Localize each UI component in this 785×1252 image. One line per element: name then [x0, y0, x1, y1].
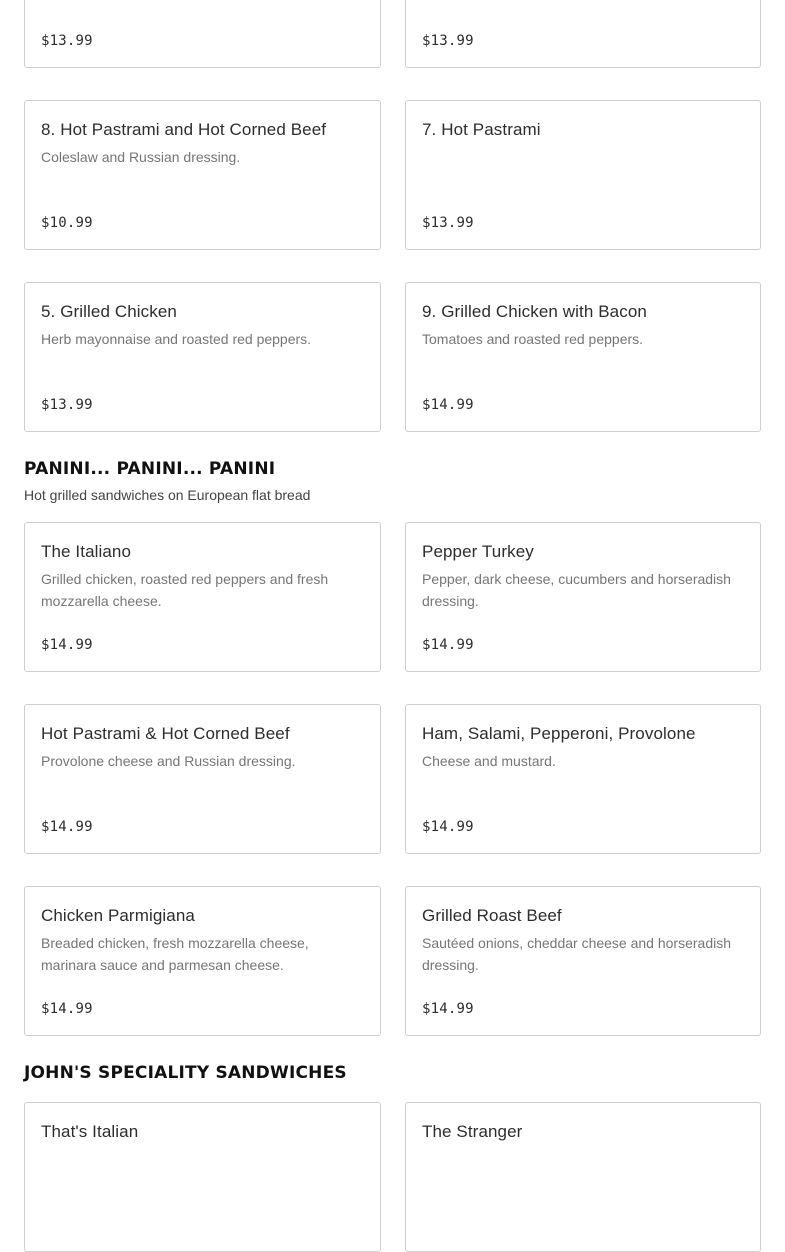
menu-grid-specialty [24, 1102, 761, 1252]
item-name: Grilled Roast Beef [422, 906, 562, 925]
section-subtitle: Hot grilled sandwiches on European flat bread [24, 487, 311, 503]
item-price: $13.99 [422, 33, 474, 49]
item-name: Chicken Parmigiana [41, 906, 195, 925]
item-price: $10.99 [41, 215, 93, 231]
menu-grid-row [24, 100, 761, 250]
menu-item-card[interactable] [405, 282, 761, 432]
item-description: Herb mayonnaise and roasted red peppers. [41, 331, 312, 347]
item-name: Hot Pastrami & Hot Corned Beef [41, 724, 290, 743]
item-description: Cheese and mustard. [422, 753, 556, 769]
item-description: Provolone cheese and Russian dressing. [41, 753, 296, 769]
item-price: $14.99 [41, 1001, 93, 1017]
item-description: Tomatoes and roasted red peppers. [422, 331, 644, 347]
menu-item-card[interactable] [405, 886, 761, 1036]
item-price: $14.99 [422, 637, 474, 653]
menu-item-card[interactable] [405, 522, 761, 672]
menu-grid-row [24, 282, 761, 432]
item-name: Pepper Turkey [422, 542, 534, 561]
item-description: Coleslaw and Russian dressing. [41, 149, 241, 165]
menu-item-card[interactable] [24, 704, 381, 854]
menu-item-card[interactable] [405, 0, 761, 68]
menu-item-card[interactable] [24, 0, 381, 68]
item-name: That's Italian [41, 1122, 139, 1141]
item-description: Breaded chicken, fresh mozzarella cheese, marinara sauce and parmesan cheese. [41, 935, 309, 973]
section-title: PANINI... PANINI... PANINI [24, 459, 276, 479]
menu-item-card[interactable] [24, 1102, 381, 1252]
item-price: $13.99 [422, 215, 474, 231]
item-description: Pepper, dark cheese, cucumbers and horseradish dressing. [422, 571, 731, 609]
item-price: $14.99 [41, 819, 93, 835]
item-price: $14.99 [422, 819, 474, 835]
item-price: $14.99 [422, 1001, 474, 1017]
item-name: 9. Grilled Chicken with Bacon [422, 302, 647, 321]
item-price: $14.99 [422, 397, 474, 413]
menu-item-card[interactable] [24, 886, 381, 1036]
item-description: Grilled chicken, roasted red peppers and fresh mozzarella cheese. [41, 571, 329, 609]
item-name: The Stranger [422, 1122, 523, 1141]
item-name: 7. Hot Pastrami [422, 120, 541, 139]
menu-grid-panini [24, 522, 761, 1036]
menu-item-card[interactable] [405, 1102, 761, 1252]
menu-item-card[interactable] [24, 522, 381, 672]
menu-item-card[interactable] [24, 282, 381, 432]
item-name: Ham, Salami, Pepperoni, Provolone [422, 724, 696, 743]
item-price: $13.99 [41, 33, 93, 49]
menu-item-card[interactable] [405, 100, 761, 250]
item-name: 8. Hot Pastrami and Hot Corned Beef [41, 120, 327, 139]
item-description: Sautéed onions, cheddar cheese and horseradish dressing. [422, 935, 731, 973]
menu-grid-top [24, 0, 761, 68]
menu-item-card[interactable] [405, 704, 761, 854]
section-panini [24, 458, 761, 1036]
menu-item-card[interactable] [24, 100, 381, 250]
menu-viewport [24, 0, 761, 1252]
item-price: $13.99 [41, 397, 93, 413]
item-name: The Italiano [41, 542, 132, 561]
item-price: $14.99 [41, 637, 93, 653]
section-title: JOHN'S SPECIALITY SANDWICHES [24, 1063, 347, 1083]
section-specialty [24, 1062, 761, 1252]
item-name: 5. Grilled Chicken [41, 302, 177, 321]
